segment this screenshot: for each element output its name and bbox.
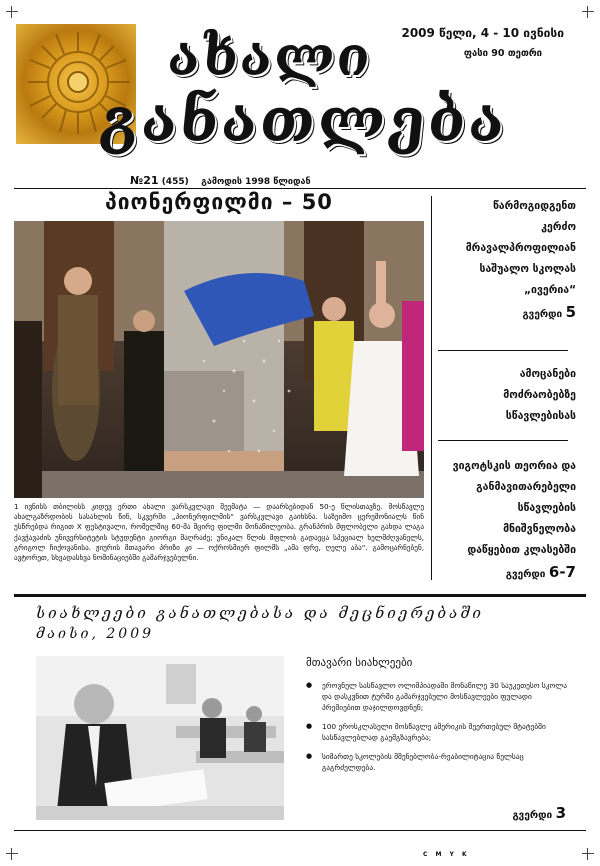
page-number: 5 xyxy=(565,303,576,321)
section-title: სიახლეები განათლებასა და მეცნიერებაში xyxy=(36,604,484,622)
masthead-title-line2: განათლება xyxy=(96,86,512,156)
page-number: 6-7 xyxy=(548,563,576,581)
news-item: ● სიმართე სკოლების მშენებლობა-რეაბილიტაცია წელსაც გაგრძელდება. xyxy=(300,751,570,773)
issue-total: (455) xyxy=(161,177,189,187)
section-date: მაისი, 2009 xyxy=(36,626,155,642)
teaser-line: კერძო xyxy=(541,221,576,233)
issue-date: 2009 წელი, 4 - 10 ივნისი xyxy=(401,26,564,40)
lead-headline: პიონერფილმი – 50 xyxy=(105,190,333,214)
news-item: ● ეროვნულ სასწავლო ოლიმპიადაში მონაწილე 30 საუკეთესო სკოლა და დასკვნით ტურში გამარჯვებული მოსწავლეები ფულადი პრემიებით დაჯილდოვდნენ; xyxy=(300,680,570,713)
divider xyxy=(438,350,568,351)
teaser-line: განმავითარებელი xyxy=(476,481,576,493)
divider xyxy=(14,188,586,189)
teaser-line: ვიგოტსკის თეორია და xyxy=(452,460,576,472)
section-page xyxy=(512,804,566,822)
teaser-page xyxy=(426,563,576,581)
news-item: ● 100 ეროსკლასელი მოსწავლე ამერიკის შეერთებულ შტატებში სასწავლებლად გაემგზავრება; xyxy=(300,721,570,743)
divider xyxy=(14,594,586,597)
sidebar-teaser-motion-problems[interactable] xyxy=(426,364,576,427)
teaser-line: მრავალპროფილიან xyxy=(465,242,576,254)
teaser-line: წარმოგიდგენთ xyxy=(492,200,576,212)
lead-caption: 1 ივნისს თბილისს კიდევ ერთი ახალი ვარსკვლავი შეემატა — დაარსებიდან 50-ე წლისთავზე. მოსწავლე ახალგაზრდობის სასახლის წინ, სკვერში „პიონერფილმის“ ვარსკვლავი გაიხსნა. საზეიმო ცერემონიალს წინ უსწრებდა რიგით X ფესტივალი, რომელშიც 60-მა მცირე ფილმი მონაწილეობა. გრანპრის მფლობელი გახდა ლაგა ქავჭავაძის უნივერსიტეტის სტუდენტი გიორგი მაღრაძე; უნიკალ წლის მფლობ გადაეცა სპეციალ ხელმძღვანელს, გრიგოლ ჩიქოვანისა. ჟიურის მთავარი პრიზი კი — ოქროსმიერ ფილმს „ამა ფრე, ღელე აბა“. გამოცარნებენ, ავტორეთ, სხვადასხვა ნომინაციებში გამარჯვებულნი. xyxy=(14,502,424,563)
page-label: გვერდი xyxy=(522,309,563,320)
page-label: გვერდი xyxy=(512,810,553,821)
news-list xyxy=(300,680,570,781)
teaser-line: მნიშვნელობა xyxy=(503,523,576,535)
classroom-photo xyxy=(36,656,284,820)
teaser-line: დაწყებით კლასებში xyxy=(467,544,576,556)
divider xyxy=(14,830,586,831)
teaser-line: მოძრაობებზე xyxy=(503,389,576,401)
lead-photo xyxy=(14,221,424,498)
masthead-title-line1: ახალი xyxy=(164,24,376,88)
news-heading: მთავარი სიახლეები xyxy=(306,656,413,669)
sidebar-teaser-vygotsky[interactable] xyxy=(426,456,576,581)
page-number: 3 xyxy=(555,804,566,822)
teaser-line: ამოცანები xyxy=(519,368,576,380)
issue-price: ფასი 90 თეთრი xyxy=(463,48,542,59)
crop-mark xyxy=(6,6,18,18)
divider xyxy=(438,440,568,441)
since-year: გამოდის 1998 წლიდან xyxy=(201,177,311,187)
teaser-line: სწავლების xyxy=(517,502,576,514)
sidebar-teaser-iveria[interactable] xyxy=(426,196,576,321)
teaser-line: „ივერია“ xyxy=(524,284,576,296)
cmyk-strip: C M Y K xyxy=(423,851,470,858)
crop-mark xyxy=(6,848,18,860)
teaser-line: საშუალო სკოლას xyxy=(479,263,576,275)
crop-mark xyxy=(582,848,594,860)
issue-number: №21 xyxy=(130,174,159,187)
teaser-line: სწავლებისას xyxy=(505,410,576,422)
teaser-page xyxy=(426,303,576,321)
crop-mark xyxy=(582,6,594,18)
page-label: გვერდი xyxy=(505,569,546,580)
issue-info xyxy=(130,174,311,187)
